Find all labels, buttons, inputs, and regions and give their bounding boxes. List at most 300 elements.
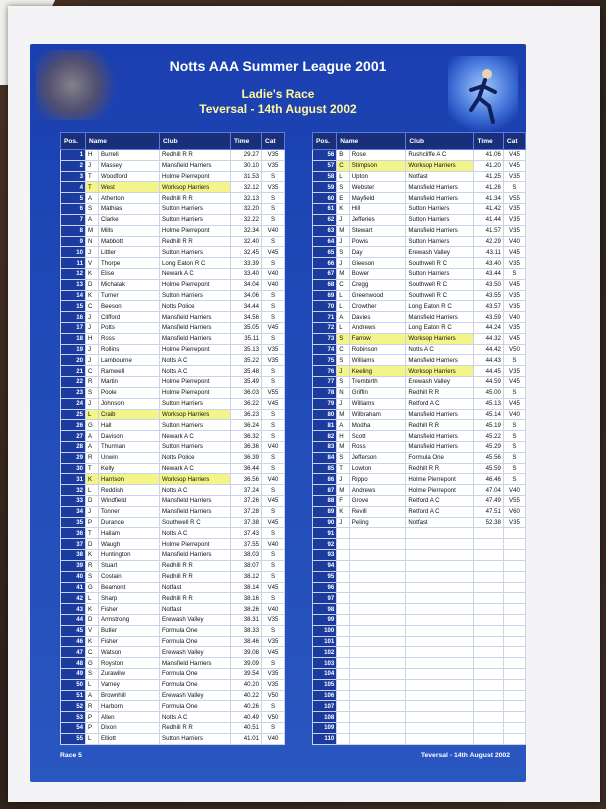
initial-cell: J <box>86 160 99 171</box>
table-row <box>61 593 285 604</box>
col-time: Time <box>231 133 262 150</box>
table-row <box>61 528 285 539</box>
initial-cell: D <box>86 279 99 290</box>
category-cell: S <box>262 409 285 420</box>
position-cell: 13 <box>61 279 86 290</box>
category-cell: S <box>262 506 285 517</box>
position-cell: 67 <box>313 268 337 279</box>
position-cell: 5 <box>61 193 86 204</box>
initial-cell: J <box>337 236 349 247</box>
category-cell: V35 <box>503 323 525 334</box>
club-cell: Notfast <box>406 517 474 528</box>
col-club: Club <box>160 133 231 150</box>
initial-cell: A <box>86 690 99 701</box>
position-cell: 9 <box>61 236 86 247</box>
position-cell: 43 <box>61 604 86 615</box>
position-cell: 65 <box>313 247 337 258</box>
position-cell: 83 <box>313 441 337 452</box>
position-cell: 80 <box>313 409 337 420</box>
initial-cell <box>337 625 349 636</box>
time-cell: 38.16 <box>231 593 262 604</box>
category-cell: S <box>262 528 285 539</box>
name-cell <box>349 625 406 636</box>
category-cell <box>503 712 525 723</box>
club-cell <box>406 528 474 539</box>
name-cell: Craib <box>99 409 160 420</box>
name-cell: Revill <box>349 506 406 517</box>
name-cell <box>349 636 406 647</box>
table-row <box>61 474 285 485</box>
position-cell: 59 <box>313 182 337 193</box>
name-cell: Butler <box>99 625 160 636</box>
name-cell: Harrison <box>99 474 160 485</box>
table-row <box>61 679 285 690</box>
position-cell: 74 <box>313 344 337 355</box>
category-cell: V35 <box>503 517 525 528</box>
name-cell <box>349 528 406 539</box>
position-cell: 110 <box>313 733 337 744</box>
position-cell: 6 <box>61 204 86 215</box>
table-row <box>313 604 526 615</box>
club-cell: Notfast <box>160 604 231 615</box>
initial-cell: V <box>86 258 99 269</box>
name-cell: Mills <box>99 225 160 236</box>
club-cell: Redhill R R <box>160 560 231 571</box>
initial-cell: D <box>86 539 99 550</box>
position-cell: 84 <box>313 452 337 463</box>
table-row <box>61 193 285 204</box>
initial-cell: P <box>86 712 99 723</box>
results-table-left <box>60 132 285 745</box>
category-cell <box>503 550 525 561</box>
name-cell: Hallam <box>99 528 160 539</box>
time-cell: 37.24 <box>231 485 262 496</box>
time-cell: 52.38 <box>474 517 503 528</box>
time-cell <box>474 614 503 625</box>
club-cell <box>406 636 474 647</box>
time-cell: 41.01 <box>231 733 262 744</box>
name-cell: Peling <box>349 517 406 528</box>
initial-cell <box>337 614 349 625</box>
category-cell: V40 <box>503 312 525 323</box>
position-cell: 10 <box>61 247 86 258</box>
initial-cell: T <box>86 171 99 182</box>
initial-cell <box>337 658 349 669</box>
time-cell <box>474 733 503 744</box>
club-cell: Newark A C <box>160 431 231 442</box>
category-cell <box>503 593 525 604</box>
name-cell: Davies <box>349 312 406 323</box>
time-cell: 41.25 <box>474 171 503 182</box>
position-cell: 62 <box>313 214 337 225</box>
position-cell: 24 <box>61 398 86 409</box>
name-cell: Gleeson <box>349 258 406 269</box>
name-cell: Crowther <box>349 301 406 312</box>
time-cell: 44.59 <box>474 377 503 388</box>
position-cell: 61 <box>313 204 337 215</box>
club-cell <box>406 539 474 550</box>
initial-cell: C <box>337 344 349 355</box>
name-cell <box>349 539 406 550</box>
table-row <box>313 625 526 636</box>
initial-cell <box>337 679 349 690</box>
club-cell: Notts A C <box>160 485 231 496</box>
initial-cell: J <box>86 323 99 334</box>
position-cell: 51 <box>61 690 86 701</box>
time-cell: 38.12 <box>231 571 262 582</box>
position-cell: 78 <box>313 387 337 398</box>
club-cell: Redhill R R <box>406 387 474 398</box>
time-cell: 47.51 <box>474 506 503 517</box>
category-cell: V45 <box>503 247 525 258</box>
name-cell: Clifford <box>99 312 160 323</box>
category-cell: V45 <box>262 323 285 334</box>
table-row <box>313 636 526 647</box>
position-cell: 35 <box>61 517 86 528</box>
category-cell: V35 <box>262 669 285 680</box>
name-cell: Zurawliw <box>99 669 160 680</box>
col-club: Club <box>406 133 474 150</box>
time-cell: 45.13 <box>474 398 503 409</box>
initial-cell: S <box>337 247 349 258</box>
name-cell: Brownhill <box>99 690 160 701</box>
category-cell: V40 <box>503 485 525 496</box>
table-row <box>61 312 285 323</box>
position-cell: 88 <box>313 496 337 507</box>
table-row <box>61 625 285 636</box>
club-cell: Notfast <box>160 582 231 593</box>
name-cell: Beeson <box>99 301 160 312</box>
position-cell: 2 <box>61 160 86 171</box>
category-cell: S <box>262 214 285 225</box>
table-row <box>313 539 526 550</box>
initial-cell: H <box>337 431 349 442</box>
time-cell: 35.11 <box>231 333 262 344</box>
club-cell <box>406 679 474 690</box>
club-cell: Erewash Valley <box>406 377 474 388</box>
club-cell: Notts A C <box>160 712 231 723</box>
category-cell: V50 <box>262 690 285 701</box>
table-row <box>61 658 285 669</box>
time-cell: 30.10 <box>231 160 262 171</box>
club-cell <box>406 690 474 701</box>
position-cell: 17 <box>61 323 86 334</box>
position-cell: 23 <box>61 387 86 398</box>
table-row <box>61 160 285 171</box>
name-cell: Watson <box>99 647 160 658</box>
category-cell: V45 <box>503 333 525 344</box>
initial-cell: L <box>86 733 99 744</box>
initial-cell: D <box>86 614 99 625</box>
time-cell: 32.13 <box>231 193 262 204</box>
table-row <box>313 225 526 236</box>
club-cell: Worksop Harriers <box>160 474 231 485</box>
club-cell <box>406 625 474 636</box>
table-row <box>61 258 285 269</box>
time-cell: 34.56 <box>231 312 262 323</box>
club-cell: Erewash Valley <box>406 247 474 258</box>
position-cell: 45 <box>61 625 86 636</box>
category-cell: V45 <box>262 496 285 507</box>
category-cell: S <box>262 193 285 204</box>
time-cell <box>474 690 503 701</box>
name-cell: Hill <box>349 204 406 215</box>
name-cell: Wilbraham <box>349 409 406 420</box>
table-row <box>313 409 526 420</box>
table-row <box>313 431 526 442</box>
name-cell: Poole <box>99 387 160 398</box>
name-cell: Michalak <box>99 279 160 290</box>
name-cell <box>349 571 406 582</box>
time-cell: 41.34 <box>474 193 503 204</box>
initial-cell <box>337 701 349 712</box>
club-cell: Mansfield Harriers <box>160 506 231 517</box>
initial-cell: G <box>86 582 99 593</box>
name-cell: Keeling <box>349 366 406 377</box>
club-cell: Formula One <box>406 452 474 463</box>
category-cell: V40 <box>262 225 285 236</box>
category-cell: V35 <box>262 679 285 690</box>
initial-cell: J <box>337 517 349 528</box>
col-name: Name <box>86 133 160 150</box>
category-cell <box>503 625 525 636</box>
club-cell: Southwell R C <box>406 290 474 301</box>
position-cell: 27 <box>61 431 86 442</box>
table-row <box>313 528 526 539</box>
time-cell <box>474 658 503 669</box>
time-cell: 41.06 <box>474 150 503 161</box>
time-cell: 37.38 <box>231 517 262 528</box>
position-cell: 1 <box>61 150 86 161</box>
position-cell: 30 <box>61 463 86 474</box>
name-cell: Mathias <box>99 204 160 215</box>
col-time: Time <box>474 133 503 150</box>
initial-cell <box>337 571 349 582</box>
position-cell: 14 <box>61 290 86 301</box>
initial-cell: T <box>86 182 99 193</box>
category-cell: S <box>503 441 525 452</box>
time-cell: 41.26 <box>474 182 503 193</box>
time-cell <box>474 625 503 636</box>
category-cell <box>503 539 525 550</box>
club-cell: Sutton Harriers <box>160 214 231 225</box>
time-cell <box>474 539 503 550</box>
name-cell: Unwin <box>99 452 160 463</box>
club-cell: Mansfield Harriers <box>160 550 231 561</box>
category-cell: S <box>262 171 285 182</box>
table-row <box>313 441 526 452</box>
name-cell: Ross <box>349 441 406 452</box>
initial-cell: J <box>86 344 99 355</box>
initial-cell: J <box>337 474 349 485</box>
position-cell: 34 <box>61 506 86 517</box>
time-cell: 35.49 <box>231 377 262 388</box>
club-cell: Formula One <box>160 669 231 680</box>
position-cell: 102 <box>313 647 337 658</box>
club-cell: Redhill R R <box>160 193 231 204</box>
category-cell <box>503 669 525 680</box>
time-cell: 47.49 <box>474 496 503 507</box>
category-cell: S <box>262 204 285 215</box>
table-row <box>61 409 285 420</box>
time-cell: 37.26 <box>231 496 262 507</box>
category-cell: V35 <box>503 301 525 312</box>
table-row <box>313 377 526 388</box>
position-cell: 105 <box>313 679 337 690</box>
time-cell <box>474 593 503 604</box>
initial-cell <box>337 723 349 734</box>
name-cell: Costain <box>99 571 160 582</box>
table-row <box>313 474 526 485</box>
club-cell: Long Eaton R C <box>406 301 474 312</box>
name-cell: Royston <box>99 658 160 669</box>
time-cell: 46.46 <box>474 474 503 485</box>
position-cell: 32 <box>61 485 86 496</box>
time-cell: 32.12 <box>231 182 262 193</box>
time-cell <box>474 560 503 571</box>
position-cell: 71 <box>313 312 337 323</box>
initial-cell: C <box>86 301 99 312</box>
club-cell: Southwell R C <box>406 258 474 269</box>
table-row <box>313 204 526 215</box>
category-cell <box>503 733 525 744</box>
time-cell: 33.39 <box>231 258 262 269</box>
initial-cell: M <box>337 485 349 496</box>
time-cell: 33.40 <box>231 268 262 279</box>
position-cell: 16 <box>61 312 86 323</box>
category-cell: S <box>262 593 285 604</box>
initial-cell <box>337 528 349 539</box>
footer-venue-date: Teversal - 14th August 2002 <box>420 752 510 759</box>
time-cell: 39.08 <box>231 647 262 658</box>
name-cell: Hall <box>99 420 160 431</box>
category-cell: S <box>262 560 285 571</box>
category-cell: V35 <box>503 225 525 236</box>
initial-cell: M <box>337 441 349 452</box>
club-cell: Worksop Harriers <box>160 409 231 420</box>
time-cell: 34.44 <box>231 301 262 312</box>
time-cell <box>474 550 503 561</box>
club-cell: Long Eaton R C <box>160 258 231 269</box>
position-cell: 72 <box>313 323 337 334</box>
initial-cell: L <box>337 290 349 301</box>
position-cell: 46 <box>61 636 86 647</box>
position-cell: 99 <box>313 614 337 625</box>
table-row <box>313 247 526 258</box>
time-cell <box>474 679 503 690</box>
club-cell: Holme Pierrepont <box>160 539 231 550</box>
time-cell: 35.13 <box>231 344 262 355</box>
initial-cell <box>337 690 349 701</box>
position-cell: 57 <box>313 160 337 171</box>
club-cell <box>406 658 474 669</box>
initial-cell: N <box>337 387 349 398</box>
position-cell: 19 <box>61 344 86 355</box>
table-row <box>61 560 285 571</box>
category-cell: S <box>262 485 285 496</box>
category-cell <box>503 658 525 669</box>
position-cell: 70 <box>313 301 337 312</box>
table-row <box>61 182 285 193</box>
position-cell: 50 <box>61 679 86 690</box>
category-cell: V40 <box>262 539 285 550</box>
position-cell: 26 <box>61 420 86 431</box>
time-cell: 45.19 <box>474 420 503 431</box>
time-cell: 32.20 <box>231 204 262 215</box>
name-cell: Lowton <box>349 463 406 474</box>
category-cell: S <box>262 463 285 474</box>
name-cell: Andrews <box>349 323 406 334</box>
time-cell: 35.05 <box>231 323 262 334</box>
club-cell: Formula One <box>160 636 231 647</box>
name-cell: Johnson <box>99 398 160 409</box>
category-cell: S <box>262 431 285 442</box>
club-cell: Notts A C <box>160 355 231 366</box>
category-cell: V45 <box>503 160 525 171</box>
table-row <box>313 571 526 582</box>
initial-cell: S <box>86 387 99 398</box>
time-cell <box>474 723 503 734</box>
position-cell: 22 <box>61 377 86 388</box>
name-cell: Ross <box>99 333 160 344</box>
time-cell: 40.49 <box>231 712 262 723</box>
position-cell: 54 <box>61 723 86 734</box>
club-cell: Sutton Harriers <box>160 420 231 431</box>
initial-cell <box>337 604 349 615</box>
club-cell: Newark A C <box>160 463 231 474</box>
club-cell: Formula One <box>160 679 231 690</box>
table-row <box>61 669 285 680</box>
table-row <box>61 647 285 658</box>
club-cell: Mansfield Harriers <box>406 355 474 366</box>
category-cell: V35 <box>262 182 285 193</box>
initial-cell <box>337 560 349 571</box>
name-cell: Martin <box>99 377 160 388</box>
category-cell: V40 <box>262 279 285 290</box>
position-cell: 89 <box>313 506 337 517</box>
category-cell: S <box>262 625 285 636</box>
time-cell: 32.22 <box>231 214 262 225</box>
club-cell: Redhill R R <box>160 150 231 161</box>
initial-cell: S <box>86 669 99 680</box>
position-cell: 75 <box>313 355 337 366</box>
initial-cell <box>337 669 349 680</box>
time-cell <box>474 604 503 615</box>
time-cell: 32.45 <box>231 247 262 258</box>
category-cell: S <box>503 420 525 431</box>
initial-cell <box>337 550 349 561</box>
table-row <box>61 279 285 290</box>
time-cell: 44.32 <box>474 333 503 344</box>
time-cell: 43.55 <box>474 290 503 301</box>
category-cell: V35 <box>262 355 285 366</box>
initial-cell: C <box>337 160 349 171</box>
initial-cell: J <box>86 398 99 409</box>
position-cell: 28 <box>61 441 86 452</box>
position-cell: 52 <box>61 701 86 712</box>
table-row <box>313 712 526 723</box>
initial-cell: J <box>86 312 99 323</box>
position-cell: 85 <box>313 463 337 474</box>
initial-cell: L <box>337 301 349 312</box>
club-cell: Retford A C <box>406 506 474 517</box>
category-cell: S <box>262 301 285 312</box>
table-row <box>313 268 526 279</box>
initial-cell: K <box>86 636 99 647</box>
table-row <box>313 582 526 593</box>
club-cell <box>406 571 474 582</box>
name-cell: Lambourne <box>99 355 160 366</box>
